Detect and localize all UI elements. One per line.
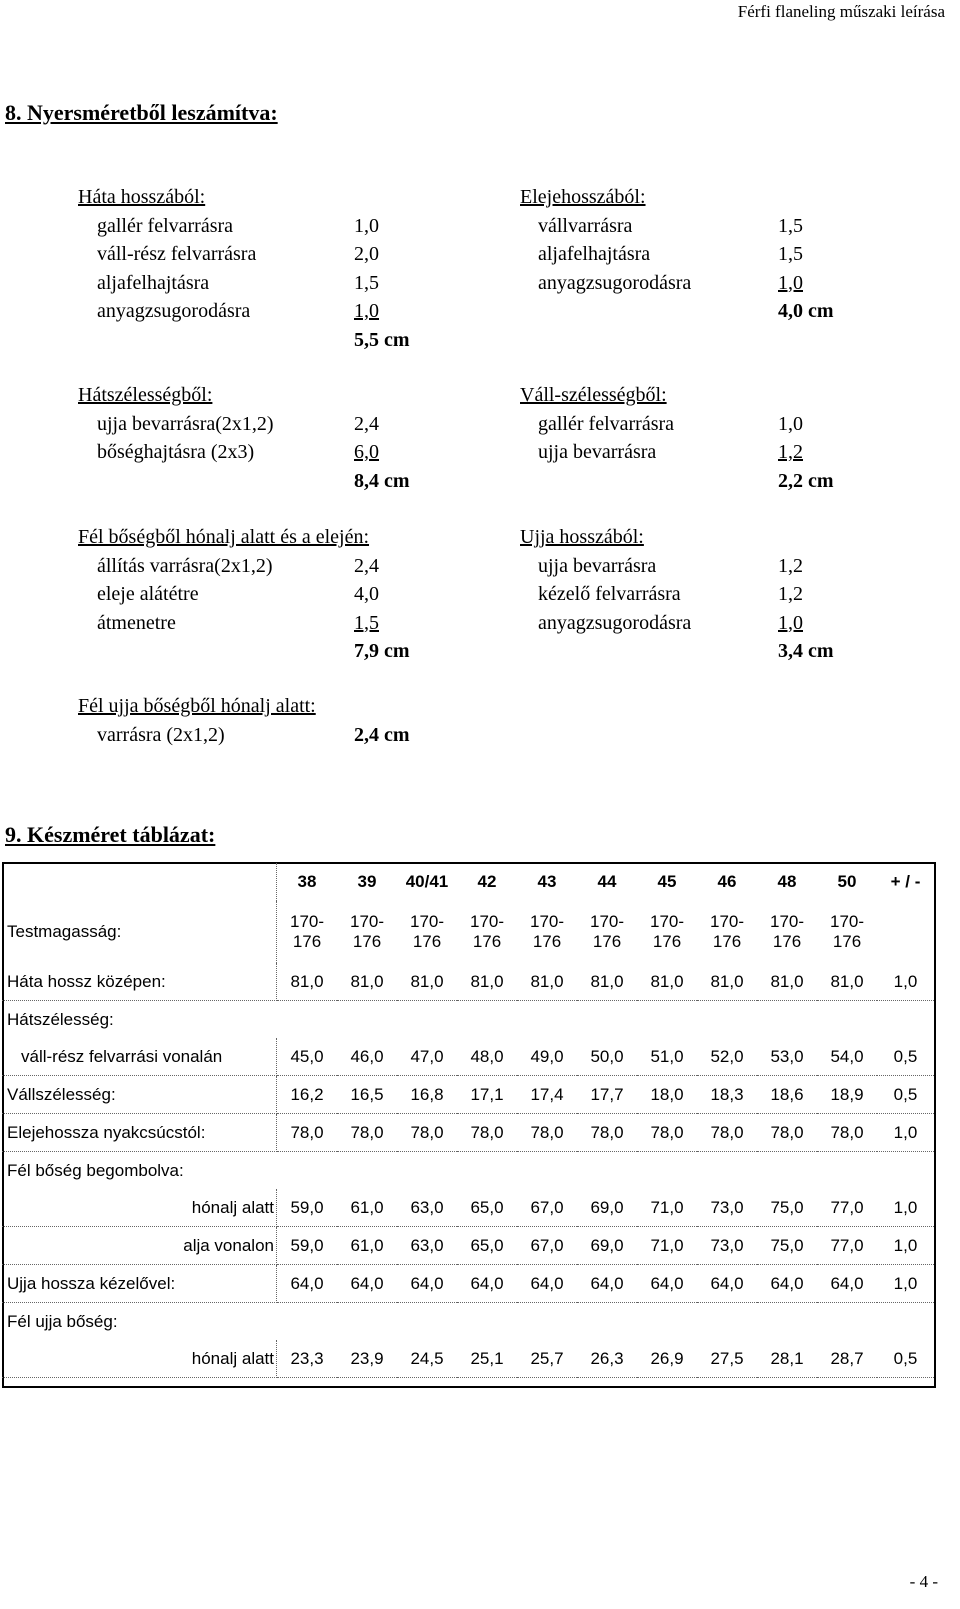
value-cell: 61,0 <box>337 1227 397 1265</box>
height-cell <box>697 901 757 963</box>
left_blocks-block-title: Fél bőségből hónalj alatt és a elején: <box>78 526 370 548</box>
value-cell: 78,0 <box>337 1114 397 1152</box>
value-cell <box>517 1152 577 1190</box>
left_blocks-item-label: átmenetre <box>97 611 176 634</box>
value-cell: 73,0 <box>697 1189 757 1227</box>
height-value-bottom: 176 <box>652 932 682 951</box>
value-cell: 23,3 <box>277 1340 338 1378</box>
value-cell: 16,2 <box>277 1076 338 1114</box>
height-value-top: 170- <box>469 912 505 931</box>
row-label: Fél bőség begombolva: <box>7 1160 184 1180</box>
right_blocks-item-value: 1,2 <box>778 583 803 605</box>
value-cell: 61,0 <box>337 1189 397 1227</box>
value-cell: 59,0 <box>277 1189 338 1227</box>
height-cell <box>757 901 817 963</box>
value-cell: 81,0 <box>457 963 517 1001</box>
value-cell: 64,0 <box>337 1265 397 1303</box>
left_blocks-item-label: állítás varrásra(2x1,2) <box>97 554 273 577</box>
table-row <box>2 1076 934 1114</box>
value-cell: 81,0 <box>697 963 757 1001</box>
page-header: Férfi flaneling műszaki leírása <box>737 2 945 21</box>
left_blocks-item-value: 4,0 <box>354 583 379 605</box>
row-label: Vállszélesség: <box>2 1076 277 1114</box>
value-cell: 23,9 <box>337 1340 397 1378</box>
value-cell: 26,9 <box>637 1340 697 1378</box>
value-cell: 78,0 <box>697 1114 757 1152</box>
value-cell: 78,0 <box>457 1114 517 1152</box>
tolerance-cell: 0,5 <box>877 1340 934 1378</box>
value-cell: 81,0 <box>757 963 817 1001</box>
value-cell <box>337 1152 397 1190</box>
value-cell: 73,0 <box>697 1227 757 1265</box>
left_blocks-block-total: 8,4 cm <box>354 469 410 492</box>
tolerance-cell: 1,0 <box>877 963 934 1001</box>
value-cell: 75,0 <box>757 1227 817 1265</box>
value-cell: 64,0 <box>517 1265 577 1303</box>
right_blocks-item-label: anyagzsugorodásra <box>538 611 692 634</box>
value-cell <box>577 1001 637 1039</box>
height-cell <box>517 901 577 963</box>
height-value-bottom: 176 <box>532 932 562 951</box>
right_blocks-item-label: kézelő felvarrásra <box>538 583 681 605</box>
tolerance-header: + / - <box>890 872 921 891</box>
size-header: 50 <box>837 872 857 891</box>
value-cell <box>757 1152 817 1190</box>
value-cell: 18,3 <box>697 1076 757 1114</box>
value-cell <box>277 1001 338 1039</box>
table-row <box>2 1303 934 1341</box>
right_blocks-block-title: Váll-szélességből: <box>520 384 667 406</box>
value-cell <box>337 1001 397 1039</box>
row-label: Hátszélesség: <box>7 1009 114 1029</box>
height-value-bottom: 176 <box>772 932 802 951</box>
left_blocks-item-label: varrásra (2x1,2) <box>97 723 225 746</box>
right_blocks-item-value: 1,0 <box>778 412 803 435</box>
left_blocks-item-value: 1,0 <box>354 214 379 237</box>
value-cell <box>457 1152 517 1190</box>
value-cell: 18,6 <box>757 1076 817 1114</box>
height-cell <box>457 901 517 963</box>
value-cell: 65,0 <box>457 1227 517 1265</box>
right_blocks-item-value: 1,2 <box>778 441 803 463</box>
size-header: 42 <box>477 872 497 891</box>
value-cell: 81,0 <box>637 963 697 1001</box>
left_blocks-item-value: 6,0 <box>354 441 379 463</box>
value-cell: 81,0 <box>397 963 457 1001</box>
size-header: 48 <box>777 872 797 891</box>
value-cell: 18,0 <box>637 1076 697 1114</box>
value-cell: 16,5 <box>337 1076 397 1114</box>
table-row <box>2 1189 934 1227</box>
height-cell <box>277 901 338 963</box>
value-cell <box>697 1303 757 1341</box>
value-cell <box>397 1303 457 1341</box>
right_blocks-item-label: anyagzsugorodásra <box>538 271 692 294</box>
table-row <box>2 963 934 1001</box>
section-8-title: 8. Nyersméretből leszámítva: <box>5 100 278 125</box>
tolerance-cell: 1,0 <box>877 1189 934 1227</box>
table-row <box>2 1152 934 1190</box>
value-cell: 81,0 <box>517 963 577 1001</box>
height-cell <box>817 901 877 963</box>
value-cell: 78,0 <box>637 1114 697 1152</box>
left_blocks-item-label: váll-rész felvarrásra <box>97 243 257 265</box>
value-cell: 65,0 <box>457 1189 517 1227</box>
value-cell: 81,0 <box>817 963 877 1001</box>
value-cell: 78,0 <box>817 1114 877 1152</box>
section-9-title: 9. Készméret táblázat: <box>5 822 216 847</box>
size-header: 46 <box>717 872 737 891</box>
table-row <box>2 1001 934 1039</box>
left_blocks-item-value: 2,4 cm <box>354 723 410 746</box>
height-value-top: 170- <box>709 912 745 931</box>
value-cell: 75,0 <box>757 1189 817 1227</box>
size-header: 39 <box>357 872 377 891</box>
left_blocks-item-label: gallér felvarrásra <box>97 214 234 237</box>
value-cell <box>637 1303 697 1341</box>
value-cell: 17,1 <box>457 1076 517 1114</box>
table-row <box>2 1114 934 1152</box>
size-header: 43 <box>537 872 557 891</box>
value-cell: 78,0 <box>757 1114 817 1152</box>
value-cell: 24,5 <box>397 1340 457 1378</box>
value-cell <box>577 1152 637 1190</box>
right_blocks-item-label: vállvarrásra <box>538 214 633 237</box>
left_blocks-item-value: 2,4 <box>354 554 379 577</box>
size-header: 38 <box>297 872 317 891</box>
left_blocks-item-label: ujja bevarrásra(2x1,2) <box>97 412 274 435</box>
row-label: hónalj alatt <box>2 1340 277 1378</box>
value-cell: 71,0 <box>637 1227 697 1265</box>
tolerance-cell: 1,0 <box>877 1265 934 1303</box>
value-cell <box>457 1303 517 1341</box>
height-value-top: 170- <box>529 912 565 931</box>
value-cell <box>637 1152 697 1190</box>
table-header-empty <box>2 863 277 901</box>
value-cell: 64,0 <box>277 1265 338 1303</box>
table-row <box>2 1227 934 1265</box>
left_blocks-item-label: aljafelhajtásra <box>97 271 210 294</box>
left_blocks-item-value: 2,4 <box>354 412 379 435</box>
left_blocks-block-total: 7,9 cm <box>354 640 410 662</box>
right_blocks-item-value: 1,0 <box>778 271 803 294</box>
value-cell: 69,0 <box>577 1189 637 1227</box>
size-header: 44 <box>597 872 617 891</box>
value-cell: 78,0 <box>277 1114 338 1152</box>
height-value-bottom: 176 <box>412 932 442 951</box>
height-value-bottom: 176 <box>712 932 742 951</box>
value-cell: 77,0 <box>817 1189 877 1227</box>
size-header: 40/41 <box>405 872 449 891</box>
value-cell: 52,0 <box>697 1038 757 1076</box>
row-label: alja vonalon <box>2 1227 277 1265</box>
row-label: Háta hossz középen: <box>2 963 277 1001</box>
table-row-height <box>2 901 934 963</box>
value-cell: 48,0 <box>457 1038 517 1076</box>
left_blocks-block-title: Hátszélességből: <box>78 384 213 406</box>
height-value-bottom: 176 <box>472 932 502 951</box>
row-label: hónalj alatt <box>2 1189 277 1227</box>
value-cell: 16,8 <box>397 1076 457 1114</box>
right_blocks-block-total: 2,2 cm <box>778 469 834 492</box>
right_blocks-item-label: aljafelhajtásra <box>538 243 651 265</box>
row-label: váll-rész felvarrási vonalán <box>2 1038 277 1076</box>
value-cell: 17,4 <box>517 1076 577 1114</box>
height-value-bottom: 176 <box>352 932 382 951</box>
value-cell: 51,0 <box>637 1038 697 1076</box>
value-cell: 78,0 <box>577 1114 637 1152</box>
height-cell <box>637 901 697 963</box>
tolerance-cell <box>877 1303 934 1341</box>
right_blocks-item-value: 1,5 <box>778 214 803 237</box>
value-cell: 18,9 <box>817 1076 877 1114</box>
value-cell <box>517 1001 577 1039</box>
row-label: Ujja hossza kézelővel: <box>2 1265 277 1303</box>
value-cell: 64,0 <box>637 1265 697 1303</box>
size-table <box>2 863 934 1378</box>
value-cell: 27,5 <box>697 1340 757 1378</box>
row-label: Elejehossza nyakcsúcstól: <box>2 1114 277 1152</box>
right_blocks-item-label: ujja bevarrásra <box>538 554 657 577</box>
height-value-top: 170- <box>649 912 685 931</box>
value-cell <box>397 1152 457 1190</box>
tolerance-cell <box>877 1001 934 1039</box>
value-cell: 64,0 <box>817 1265 877 1303</box>
value-cell: 78,0 <box>397 1114 457 1152</box>
value-cell: 45,0 <box>277 1038 338 1076</box>
left_blocks-item-label: bőséghajtásra (2x3) <box>97 441 255 463</box>
value-cell: 64,0 <box>757 1265 817 1303</box>
value-cell: 64,0 <box>457 1265 517 1303</box>
value-cell: 28,1 <box>757 1340 817 1378</box>
tolerance-cell: 1,0 <box>877 1227 934 1265</box>
table-header-row <box>2 863 934 901</box>
height-cell <box>397 901 457 963</box>
value-cell: 46,0 <box>337 1038 397 1076</box>
value-cell: 81,0 <box>277 963 338 1001</box>
left_blocks-item-value: 1,5 <box>354 271 379 294</box>
tolerance-cell <box>877 1152 934 1190</box>
value-cell: 81,0 <box>337 963 397 1001</box>
value-cell <box>337 1303 397 1341</box>
value-cell: 49,0 <box>517 1038 577 1076</box>
value-cell: 47,0 <box>397 1038 457 1076</box>
table-row <box>2 1340 934 1378</box>
value-cell <box>757 1303 817 1341</box>
value-cell: 25,7 <box>517 1340 577 1378</box>
right_blocks-block-title: Elejehosszából: <box>520 186 646 208</box>
value-cell: 50,0 <box>577 1038 637 1076</box>
right_blocks-block-total: 4,0 cm <box>778 300 834 322</box>
value-cell: 78,0 <box>517 1114 577 1152</box>
height-value-top: 170- <box>289 912 325 931</box>
value-cell: 63,0 <box>397 1189 457 1227</box>
value-cell <box>817 1001 877 1039</box>
value-cell: 53,0 <box>757 1038 817 1076</box>
table-row <box>2 1265 934 1303</box>
value-cell: 69,0 <box>577 1227 637 1265</box>
value-cell: 59,0 <box>277 1227 338 1265</box>
value-cell: 64,0 <box>697 1265 757 1303</box>
value-cell: 17,7 <box>577 1076 637 1114</box>
value-cell: 64,0 <box>397 1265 457 1303</box>
height-value-bottom: 176 <box>292 932 322 951</box>
value-cell <box>697 1152 757 1190</box>
value-cell: 77,0 <box>817 1227 877 1265</box>
right_blocks-item-value: 1,5 <box>778 243 803 265</box>
left_blocks-item-label: anyagzsugorodásra <box>97 300 251 322</box>
tolerance-cell: 1,0 <box>877 1114 934 1152</box>
right_blocks-item-label: gallér felvarrásra <box>538 412 675 435</box>
height-cell <box>337 901 397 963</box>
left_blocks-item-value: 2,0 <box>354 243 379 265</box>
value-cell <box>817 1152 877 1190</box>
right_blocks-item-value: 1,0 <box>778 611 803 634</box>
tolerance-cell: 0,5 <box>877 1038 934 1076</box>
height-value-top: 170- <box>349 912 385 931</box>
right_blocks-item-value: 1,2 <box>778 554 803 577</box>
height-value-top: 170- <box>409 912 445 931</box>
value-cell <box>457 1001 517 1039</box>
row-label: Fél ujja bőség: <box>7 1311 118 1331</box>
size-header: 45 <box>657 872 677 891</box>
left_blocks-item-label: eleje alátétre <box>97 583 199 605</box>
value-cell: 67,0 <box>517 1227 577 1265</box>
value-cell: 64,0 <box>577 1265 637 1303</box>
value-cell: 25,1 <box>457 1340 517 1378</box>
value-cell <box>817 1303 877 1341</box>
left_blocks-block-title: Háta hosszából: <box>78 186 206 208</box>
tolerance-cell: 0,5 <box>877 1076 934 1114</box>
right_blocks-item-label: ujja bevarrásra <box>538 441 657 463</box>
value-cell: 28,7 <box>817 1340 877 1378</box>
table-row <box>2 1038 934 1076</box>
tolerance-cell <box>877 901 934 963</box>
page-number: - 4 - <box>909 1572 938 1591</box>
value-cell <box>637 1001 697 1039</box>
left_blocks-block-title: Fél ujja bőségből hónalj alatt: <box>78 695 316 717</box>
height-value-top: 170- <box>589 912 625 931</box>
left_blocks-item-value: 1,0 <box>354 300 379 322</box>
left_blocks-item-value: 1,5 <box>354 611 379 634</box>
value-cell: 71,0 <box>637 1189 697 1227</box>
value-cell <box>277 1152 338 1190</box>
value-cell: 81,0 <box>577 963 637 1001</box>
right_blocks-block-total: 3,4 cm <box>778 640 834 662</box>
value-cell: 26,3 <box>577 1340 637 1378</box>
height-value-top: 170- <box>829 912 865 931</box>
value-cell <box>517 1303 577 1341</box>
height-cell <box>577 901 637 963</box>
value-cell: 54,0 <box>817 1038 877 1076</box>
right_blocks-block-title: Ujja hosszából: <box>520 526 644 548</box>
height-value-top: 170- <box>769 912 805 931</box>
value-cell <box>277 1303 338 1341</box>
value-cell <box>577 1303 637 1341</box>
left_blocks-block-total: 5,5 cm <box>354 328 410 351</box>
value-cell <box>757 1001 817 1039</box>
value-cell: 67,0 <box>517 1189 577 1227</box>
value-cell <box>397 1001 457 1039</box>
height-value-bottom: 176 <box>832 932 862 951</box>
height-value-bottom: 176 <box>592 932 622 951</box>
value-cell <box>697 1001 757 1039</box>
row-label: Testmagasság: <box>2 901 277 963</box>
value-cell: 63,0 <box>397 1227 457 1265</box>
